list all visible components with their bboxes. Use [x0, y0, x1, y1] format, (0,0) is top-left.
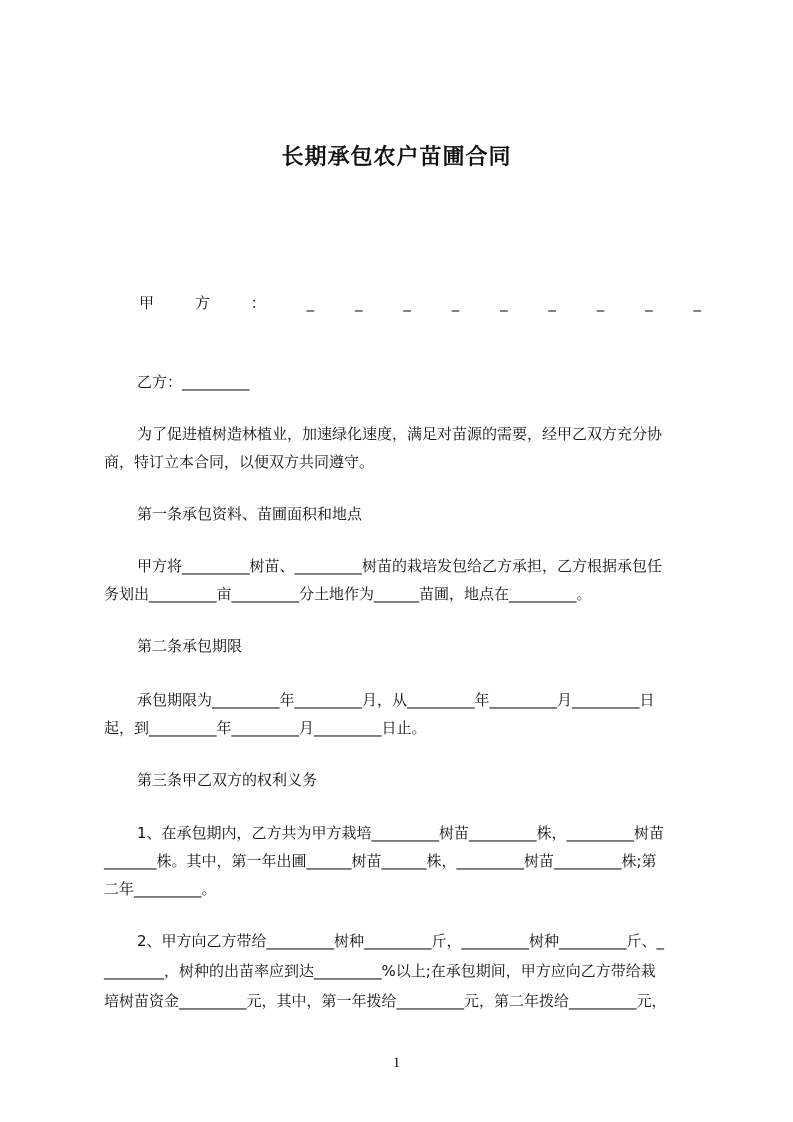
article3-item2-line: 培树苗资金_________元，其中，第一年拨给_________元，第二年拨给_________元， [104, 992, 667, 1010]
article3-item2-line: 2、甲方向乙方带给_________树种_________斤，_________树种_________斤、_ [137, 932, 665, 950]
party-a-blank: _ [548, 294, 556, 312]
party-b-line: 乙方：_________ [137, 373, 250, 391]
party-a-char: 甲 [139, 294, 155, 312]
article2-body-line: 承包期限为_________年_________月，从_________年_________月_________日 [137, 691, 655, 709]
party-a-blank: _ [306, 294, 315, 312]
party-a-blank: _ [403, 294, 411, 312]
article3-item1-line: _______株。其中，第一年出圃______树苗______株，_________树苗_________株;第 [104, 852, 657, 870]
party-a-char: 方 [194, 294, 210, 312]
party-a-blank: _ [645, 294, 653, 312]
article1-heading: 第一条承包资料、苗圃面积和地点 [137, 505, 363, 523]
party-a-line [139, 287, 701, 319]
article2-body-line: 起，到_________年_________月_________日止。 [104, 719, 427, 737]
party-a-blank: _ [500, 294, 508, 312]
article2-heading: 第二条承包期限 [137, 637, 243, 655]
article3-item2-line: ________，树种的出苗率应到达_________%以上;在承包期间，甲方应向乙方带给栽 [104, 962, 656, 980]
page-number: 1 [392, 1055, 401, 1071]
article3-item1-line: 二年_________。 [104, 880, 217, 898]
intro-line: 商，特订立本合同，以便双方共同遵守。 [104, 453, 375, 471]
intro-line: 为了促进植树造林植业，加速绿化速度，满足对苗源的需要，经甲乙双方充分协 [137, 425, 663, 443]
article3-item1-line: 1、在承包期内，乙方共为甲方栽培_________树苗_________株，_________树苗 [137, 824, 665, 842]
document-title: 长期承包农户苗圃合同 [281, 145, 512, 170]
party-a-blank: _ [451, 294, 460, 312]
article1-body-line: 务划出_________亩_________分土地作为______苗圃，地点在_________。 [104, 585, 592, 603]
party-a-blank: _ [596, 294, 605, 312]
party-a-blank: _ [693, 294, 701, 312]
article1-body-line: 甲方将_________树苗、_________树苗的栽培发包给乙方承担，乙方根据承包任 [137, 557, 663, 575]
party-a-blank: _ [354, 294, 363, 312]
party-a-char: ： [250, 294, 266, 312]
article3-heading: 第三条甲乙双方的权利义务 [137, 771, 318, 789]
